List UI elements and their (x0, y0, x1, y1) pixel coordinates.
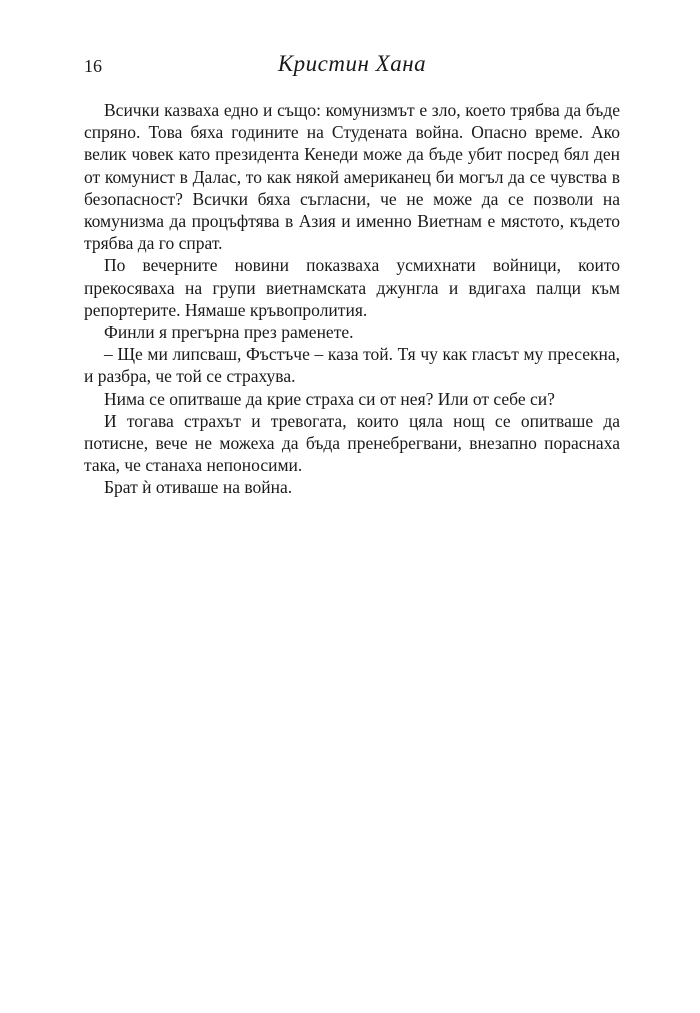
paragraph: Нима се опитваше да крие страха си от нея? Или от себе си? (104, 388, 555, 409)
paragraph: – Ще ми липсваш, Фъстъче – каза той. Тя чу как гласът му пресекна, и разбра, че той се страхува. (84, 344, 620, 387)
page-header (84, 50, 620, 80)
paragraph: И тогава страхът и тревогата, които цяла нощ се опитваше да потисне, вече не можеха да бъда пренебрегвани, внезапно пораснаха така, че станаха непоносими. (84, 410, 620, 476)
body-text (84, 99, 620, 499)
paragraph: По вечерните новини показваха усмихнати войници, които прекосяваха на групи виетнамската джунгла и вдигаха палци към репортерите. Нямаше кръвопролития. (84, 255, 620, 320)
paragraph: Всички казваха едно и също: комунизмът е зло, което трябва да бъде спряно. Това бяха годините на Студената война. Опасно време. Ако велик човек като президента Кенеди може да бъде убит посред бял ден от комунист в Далас, то как някой американец би могъл да се чувства в безопасност? Всички бяха съгласни, че не може да се позволи на комунизма да процъфтява в Азия и именно Виетнам е мястото, където трябва да го спрат. (84, 100, 620, 254)
running-title: Кристин Хана (277, 51, 427, 76)
paragraph: Брат ѝ отиваше на война. (104, 477, 293, 498)
page-number: 16 (84, 56, 102, 76)
paragraph: Финли я прегърна през раменете. (104, 322, 354, 343)
